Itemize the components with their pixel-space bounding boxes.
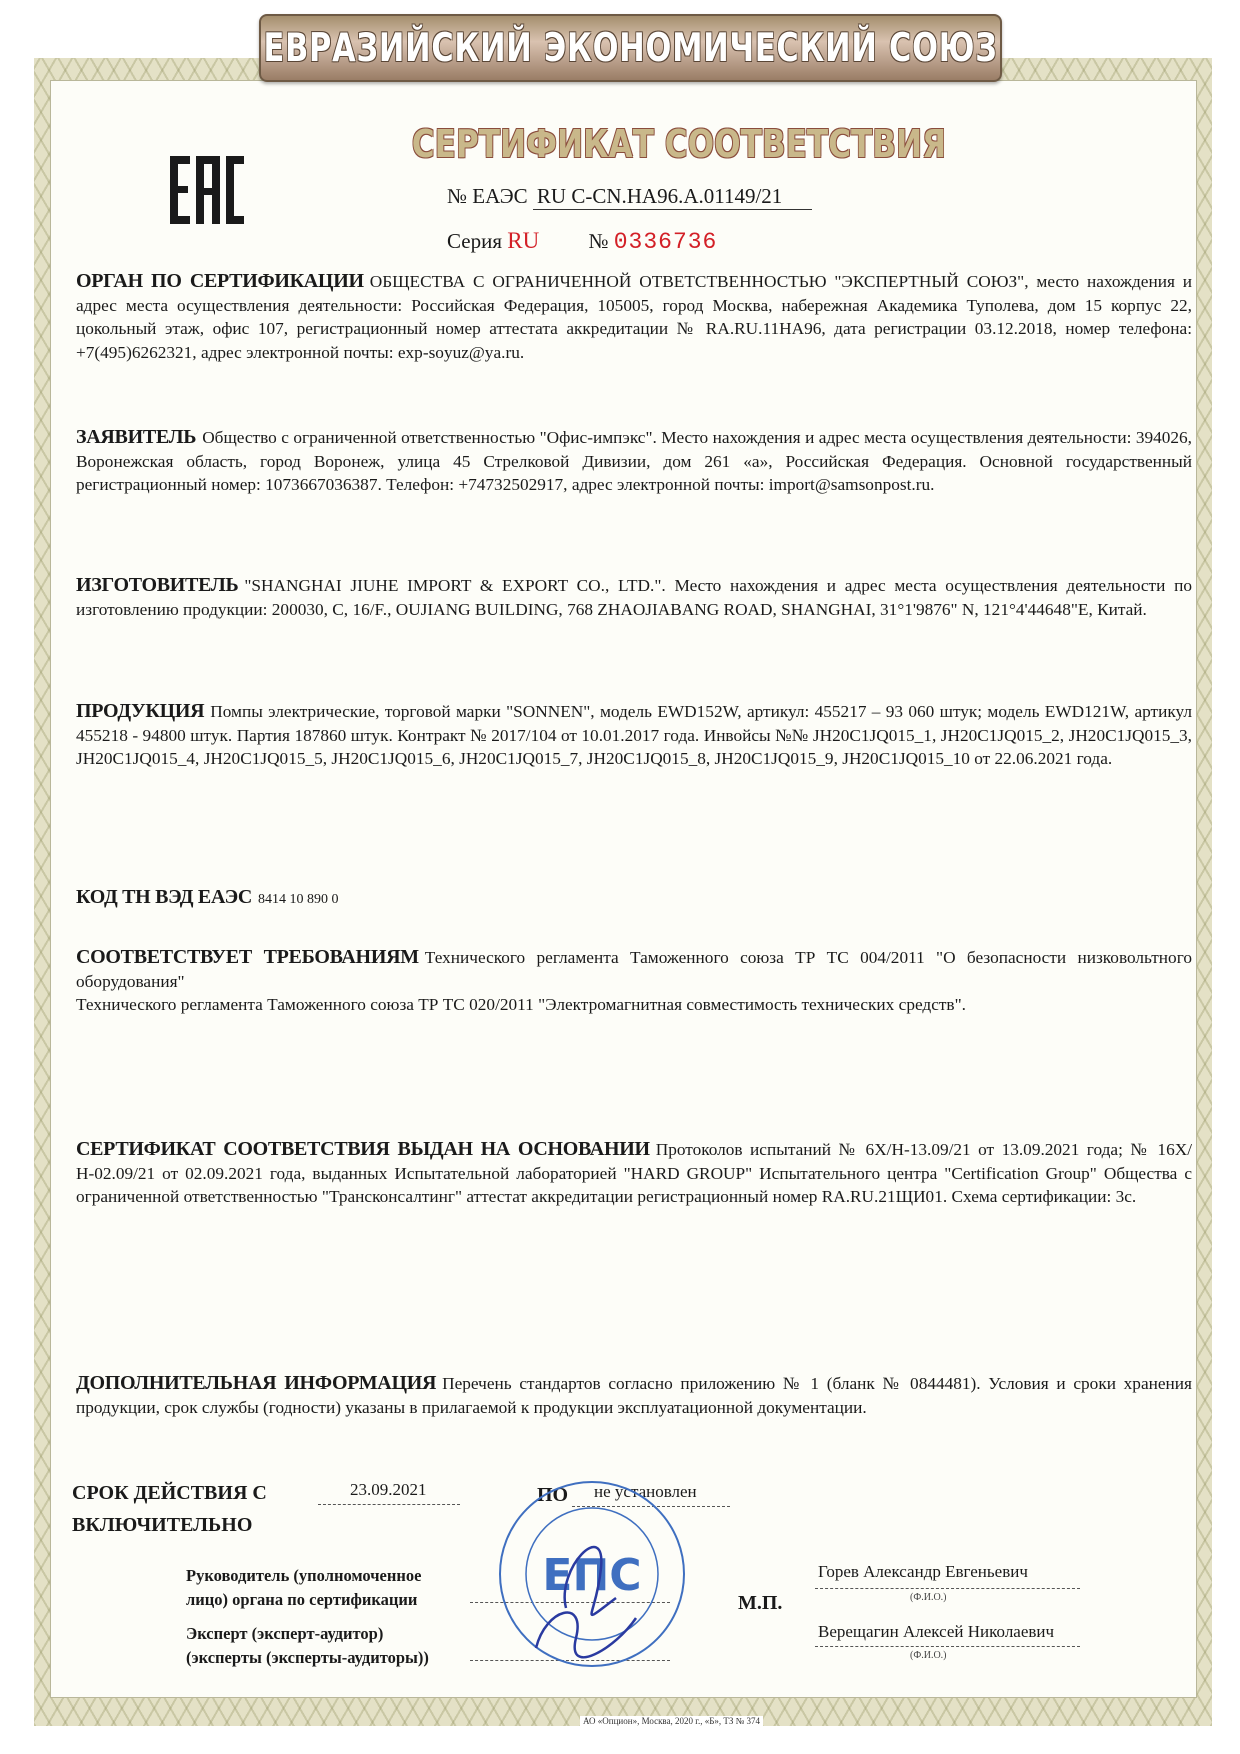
validity-to: не установлен [594,1482,697,1501]
section-text: ОБЩЕСТВА С ОГРАНИЧЕННОЙ ОТВЕТСТВЕННОСТЬЮ "ЭКСПЕРТНЫЙ СОЮЗ", место нахождения и адрес места осуществления деятельности: Российская Федерация, 105005, город Москва, набережная Академика Туполева, дом 15 корпус 22, цокольный этаж, офис 107, регистрационный номер аттестата аккредитации № RA.RU.11HA96, дата регистрации 03.12.2018, номер телефона: +7(495)6262321, адрес электронной почты: exp-soyuz@ya.ru. [76,272,1193,362]
section-heading: СООТВЕТСТВУЕТ ТРЕБОВАНИЯМ [76,946,419,968]
head-fio-label: (Ф.И.О.) [910,1592,947,1603]
reg-label: № ЕАЭС [447,184,528,208]
section-text: Технического регламента Таможенного союза ТР ТС 004/2011 "О безопасности низковольтного оборудования" [76,948,1192,991]
certificate-title: СЕРТИФИКАТ СООТВЕТСТВИЯ [411,122,947,166]
section-heading: КОД ТН ВЭД ЕАЭС [76,886,252,908]
series-row [447,228,717,255]
union-title: ЕВРАЗИЙСКИЙ ЭКОНОМИЧЕСКИЙ СОЮЗ [263,25,998,71]
section-applicant [76,426,1192,497]
section-text-2: Технического регламента Таможенного союза ТР ТС 020/2011 "Электромагнитная совместимость технических средств". [76,995,966,1014]
blank-number: 0336736 [613,229,718,255]
expert-label-1: Эксперт (эксперт-аудитор) [186,1624,384,1643]
eac-logo-icon [168,156,244,224]
union-banner [259,14,1002,82]
section-text: Перечень стандартов согласно приложению № 1 (бланк № 0844481). Условия и сроки хранения продукции, срок службы (годности) указаны в прилагаемой к продукции эксплуатационной документации. [76,1374,1192,1417]
mp-label: М.П. [738,1592,783,1614]
expert-label-2: (эксперты (эксперты-аудиторы)) [186,1648,429,1667]
signature-expert-icon [536,1613,636,1658]
stamp-text: ЕПС [542,1550,642,1601]
section-text: Протоколов испытаний № 6Х/Н-13.09/21 от 13.09.2021 года; № 16Х/Н-02.09/21 от 02.09.2021 года, выданных Испытательной лабораторией "HARD GROUP" Испытательного центра "Certification Group" Общества с ограниченной ответственностью "Трансконсалтинг" аттестат аккредитации регистрационный номер RA.RU.21ЩИ01. Схема сертификации: 3с. [76,1140,1192,1206]
section-text: 8414 10 890 0 [258,892,339,907]
section-conforms [76,946,1192,1017]
expert-name: Верещагин Алексей Николаевич [818,1622,1055,1641]
section-heading: СЕРТИФИКАТ СООТВЕТСТВИЯ ВЫДАН НА ОСНОВАНИИ [76,1138,650,1160]
validity-to-label: ПО [537,1484,569,1506]
section-text: Общество с ограниченной ответственностью "Офис-импэкс". Место нахождения и адрес места осуществления деятельности: 394026, Воронежская область, город Воронеж, улица 45 Стрелковой Дивизии, дом 261 «а», Российская Федерация. Основной государственный регистрационный номер: 1073667036387. Телефон: +74732502917, адрес электронной почты: import@samsonpost.ru. [76,428,1192,494]
section-additional [76,1372,1192,1419]
head-label-1: Руководитель (уполномоченное [186,1566,422,1585]
validity-from: 23.09.2021 [350,1480,427,1499]
section-heading: ЗАЯВИТЕЛЬ [76,426,197,448]
section-text: Помпы электрические, торговой марки "SONNEN", модель EWD152W, артикул: 455217 – 93 060 штук; модель EWD121W, артикул 455218 - 94800 штук. Партия 187860 штук. Контракт № 2017/104 от 10.01.2017 года. Инвойсы №№ JH20C1JQ015_1, JH20C1JQ015_2, JH20C1JQ015_3, JH20C1JQ015_4, JH20C1JQ015_5, JH20C1JQ015_6, JH20C1JQ015_7, JH20C1JQ015_8, JH20C1JQ015_9, JH20C1JQ015_10 от 22.06.2021 года. [76,702,1192,768]
section-product [76,700,1192,771]
section-code [76,886,1192,912]
registration-number [447,184,812,210]
section-manufacturer [76,574,1192,621]
series-value: RU [507,228,540,253]
series-label: Серия [447,229,502,253]
head-label-2: лицо) органа по сертификации [186,1590,418,1609]
section-heading: ИЗГОТОВИТЕЛЬ [76,574,239,596]
section-text: "SHANGHAI JIUHE IMPORT & EXPORT CO., LTD.". Место нахождения и адрес места осуществления деятельности по изготовлению продукции: 200030, C, 16/F., OUJIANG BUILDING, 768 ZHAOJIABANG ROAD, SHANGHAI, 31°1'9876" N, 121°4'44648"E, Китай. [76,576,1192,619]
expert-fio-label: (Ф.И.О.) [910,1650,947,1661]
section-certification-body [76,270,1192,364]
section-basis [76,1138,1192,1209]
section-heading: ПРОДУКЦИЯ [76,700,205,722]
reg-number-value: RU C-CN.HA96.A.01149/21 [533,184,812,210]
section-heading: ДОПОЛНИТЕЛЬНАЯ ИНФОРМАЦИЯ [76,1372,437,1394]
validity-inclusive: ВКЛЮЧИТЕЛЬНО [72,1514,253,1536]
printer-imprint: АО «Опцион», Москва, 2020 г., «Б», ТЗ № 374 [580,1716,763,1726]
official-stamp-icon [496,1478,688,1670]
head-name: Горев Александр Евгеньевич [818,1562,1028,1581]
blank-label: № [588,229,609,253]
validity-from-label: СРОК ДЕЙСТВИЯ С [72,1482,267,1504]
section-heading: ОРГАН ПО СЕРТИФИКАЦИИ [76,270,364,292]
